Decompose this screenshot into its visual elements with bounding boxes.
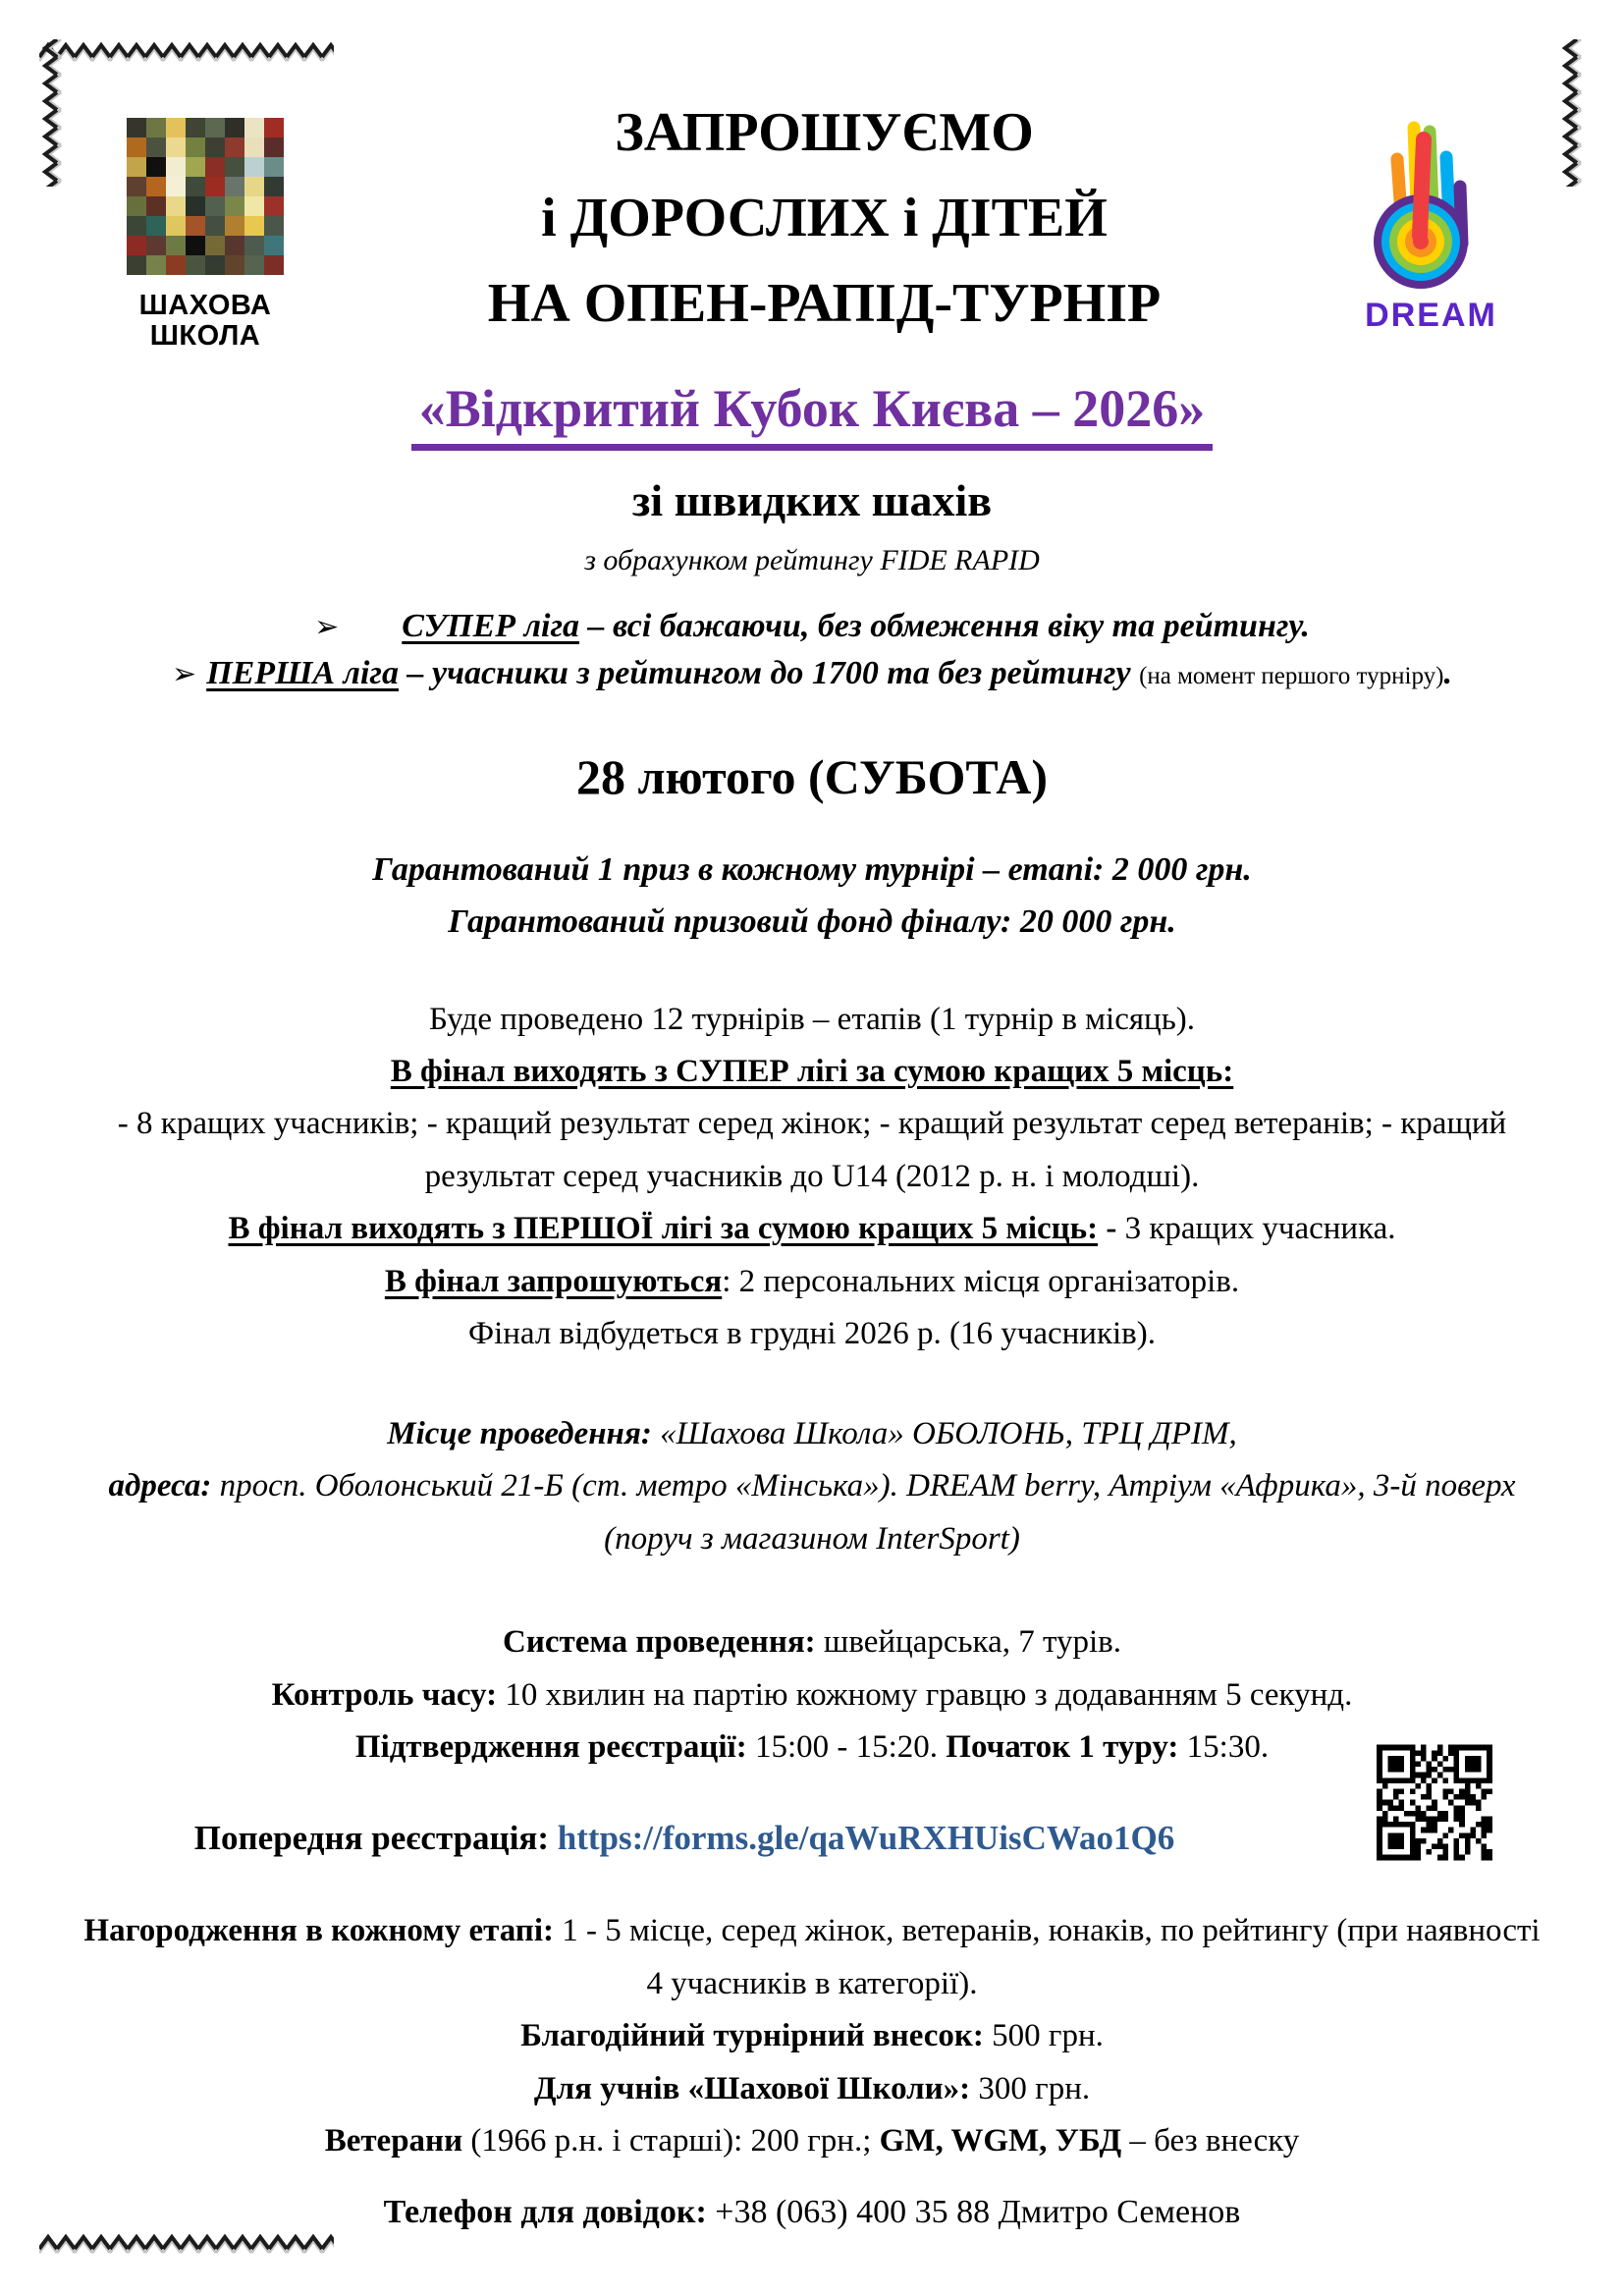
league-super-name: СУПЕР ліга	[402, 607, 580, 644]
header	[82, 90, 1542, 353]
rating-note: з обрахунком рейтингу FIDE RAPID	[584, 543, 1040, 576]
cup-title-row	[82, 378, 1542, 451]
time-control-value: 10 хвилин на партію кожному гравцю з додаванням 5 секунд.	[505, 1676, 1353, 1713]
finals-first-detail: 3 кращих учасника.	[1124, 1211, 1396, 1247]
league-first-rest: – учасники з рейтингом до 1700 та без рейтингу	[399, 654, 1140, 691]
registration-label: Попередня реєстрація:	[193, 1819, 558, 1858]
fee-label: Благодійний турнірний внесок:	[520, 2018, 993, 2054]
system-label: Система проведення:	[503, 1624, 824, 1661]
chess-school-logo	[82, 118, 328, 353]
finals-super-heading: В фінал виходять з СУПЕР лігі за сумою кращих 5 місць:	[390, 1053, 1234, 1089]
league-first-name: ПЕРША ліга	[206, 654, 399, 691]
finals-section	[82, 994, 1542, 1361]
registration-row	[82, 1819, 1286, 1858]
zigzag-border-left	[39, 39, 65, 187]
school-caption-line2: ШКОЛА	[149, 320, 261, 353]
time-control-label: Контроль часу:	[271, 1676, 506, 1713]
invite-title-line1: ЗАПРОШУЄМО	[615, 102, 1034, 163]
zigzag-border-bottom	[39, 2231, 334, 2257]
finals-first-heading: В фінал виходять з ПЕРШОЇ лігі за сумою кращих 5 місць:	[228, 1211, 1099, 1247]
prize-line1: Гарантований 1 приз в кожному турнірі – етапі: 2 000 грн.	[372, 851, 1252, 889]
chess-school-mosaic-icon	[127, 118, 284, 275]
subtitle: зі швидких шахів	[631, 474, 993, 525]
leagues	[82, 603, 1542, 698]
prize-line2: Гарантований призовий фонд фіналу: 20 000 грн.	[448, 902, 1176, 940]
finals-invited-heading: В фінал запрошуються	[384, 1263, 723, 1299]
contact-row	[82, 2194, 1542, 2231]
gm-value: – без внеску	[1129, 2123, 1300, 2159]
registration-qr-code	[1366, 1731, 1503, 1874]
invite-title-line2: і ДОРОСЛИХ і ДІТЕЙ	[541, 187, 1108, 248]
dream-logo-label: DREAM	[1365, 297, 1497, 334]
gm-label: GM, WGM, УБД	[879, 2123, 1130, 2159]
veterans-label: Ветерани	[324, 2123, 471, 2159]
phone-label: Телефон для довідок:	[383, 2193, 716, 2230]
invite-title-line3: НА ОПЕН-РАПІД-ТУРНІР	[487, 272, 1162, 334]
finals-super-detail: - 8 кращих учасників; - кращий результат серед жінок; - кращий результат серед ветеранів; - кращий результат серед учасників до U14 (2012 р. н. і молодші).	[117, 1106, 1507, 1194]
finals-overview: Буде проведено 12 турнірів – етапів (1 турнір в місяць).	[429, 1001, 1195, 1037]
league-first-tail: .	[1443, 654, 1452, 691]
arrow-bullet-icon: ➢	[314, 610, 340, 643]
league-first-note: (на момент першого турніру)	[1139, 662, 1444, 689]
dream-logo	[1321, 98, 1542, 335]
students-fee-value: 300 грн.	[978, 2070, 1091, 2106]
start-label: Початок 1 туру:	[946, 1728, 1187, 1765]
arrow-bullet-icon: ➢	[172, 657, 197, 690]
zigzag-border-top	[39, 39, 334, 65]
fee-value: 500 грн.	[992, 2018, 1104, 2054]
cup-title: «Відкритий Кубок Києва – 2026»	[411, 378, 1214, 451]
phone-value: +38 (063) 400 35 88 Дмитро Семенов	[715, 2193, 1241, 2230]
zigzag-border-right	[1559, 39, 1585, 187]
finals-first-dash: -	[1098, 1211, 1125, 1247]
confirm-value: 15:00 - 15:20.	[754, 1728, 947, 1765]
finals-invited-detail: : 2 персональних місця організаторів.	[722, 1263, 1240, 1299]
invite-title	[328, 90, 1321, 346]
confirm-label: Підтвердження реєстрації:	[354, 1728, 755, 1765]
venue-value: «Шахова Школа» ОБОЛОНЬ, ТРЦ ДРІМ,	[660, 1415, 1237, 1451]
veterans-value: (1966 р.н. і старші): 200 грн.;	[470, 2123, 880, 2159]
venue-address-label: адреса:	[108, 1468, 220, 1504]
students-fee-label: Для учнів «Шахової Школи»:	[533, 2070, 979, 2106]
rules-section	[82, 1616, 1542, 1774]
awards-stage-label: Нагородження в кожному етапі:	[83, 1913, 563, 1949]
venue-section	[82, 1408, 1542, 1565]
awards-stage-value: 1 - 5 місце, серед жінок, ветеранів, юнаків, по рейтингу (при наявності 4 учасників в категорії).	[562, 1913, 1541, 2001]
prize-lines	[82, 845, 1542, 948]
league-first	[82, 650, 1542, 697]
finals-date: Фінал відбудеться в грудні 2026 р. (16 учасників).	[468, 1316, 1156, 1352]
league-super-rest: – всі бажаючи, без обмеження віку та рейтингу.	[579, 607, 1310, 644]
event-date: 28 лютого (СУБОТА)	[576, 749, 1048, 805]
school-caption-line1: ШАХОВА	[138, 290, 272, 321]
system-value: швейцарська, 7 турів.	[823, 1624, 1121, 1661]
registration-link[interactable]: https://forms.gle/qaWuRXHUisCWao1Q6	[557, 1819, 1175, 1858]
league-super	[82, 603, 1542, 650]
awards-section	[82, 1905, 1542, 2167]
venue-address-value: просп. Оболонський 21-Б (ст. метро «Мінська»). DREAM berry, Атріум «Африка», 3-й поверх (поруч з магазином InterSport)	[219, 1468, 1516, 1557]
dream-rainbow-icon	[1358, 98, 1505, 295]
start-value: 15:30.	[1186, 1728, 1270, 1765]
venue-label: Місце проведення:	[387, 1415, 661, 1451]
